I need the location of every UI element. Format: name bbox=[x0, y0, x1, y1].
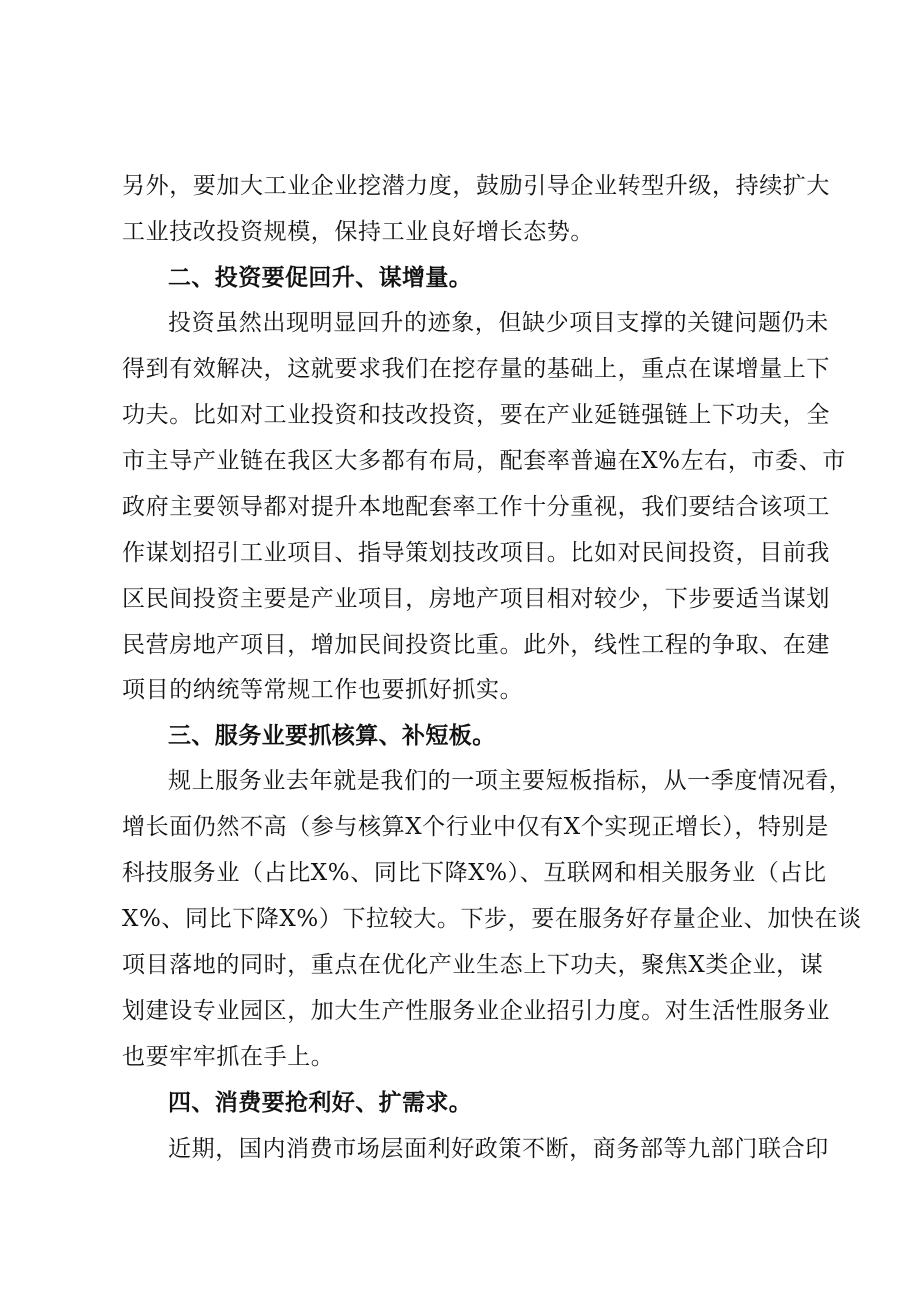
paragraph-line: 划建设专业园区，加大生产性服务业企业招引力度。对生活性服务业 bbox=[122, 998, 830, 1024]
paragraph-line: 政府主要领导都对提升本地配套率工作十分重视，我们要结合该项工 bbox=[122, 494, 830, 520]
paragraph-line: 市主导产业链在我区大多都有布局，配套率普遍在X%左右，市委、市 bbox=[122, 448, 846, 474]
paragraph-line: 增长面仍然不高（参与核算X个行业中仅有X个实现正增长），特别是 bbox=[122, 814, 829, 840]
paragraph-line: 作谋划招引工业项目、指导策划技改项目。比如对民间投资，目前我 bbox=[122, 540, 830, 566]
paragraph-line: 另外，要加大工业企业挖潜力度，鼓励引导企业转型升级，持续扩大 bbox=[122, 173, 830, 199]
section-heading: 四、消费要抢利好、扩需求。 bbox=[168, 1090, 473, 1116]
section-heading: 二、投资要促回升、谋增量。 bbox=[168, 265, 473, 291]
paragraph-line: 工业技改投资规模，保持工业良好增长态势。 bbox=[122, 219, 594, 245]
paragraph-line: 项目的纳统等常规工作也要抓好抓实。 bbox=[122, 677, 524, 703]
paragraph-line: 也要牢牢抓在手上。 bbox=[122, 1044, 335, 1070]
paragraph-line: X%、同比下降X%）下拉较大。下步，要在服务好存量企业、加快在谈 bbox=[122, 906, 862, 932]
paragraph-line: 民营房地产项目，增加民间投资比重。此外，线性工程的争取、在建 bbox=[122, 632, 830, 658]
paragraph-line: 投资虽然出现明显回升的迹象，但缺少项目支撑的关键问题仍未 bbox=[168, 310, 829, 336]
paragraph-line: 规上服务业去年就是我们的一项主要短板指标，从一季度情况看， bbox=[168, 768, 853, 794]
paragraph-line: 区民间投资主要是产业项目，房地产项目相对较少，下步要适当谋划 bbox=[122, 586, 830, 612]
paragraph-line: 功夫。比如对工业投资和技改投资，要在产业延链强链上下功夫，全 bbox=[122, 402, 830, 428]
paragraph-line: 得到有效解决，这就要求我们在挖存量的基础上，重点在谋增量上下 bbox=[122, 356, 830, 382]
paragraph-line: 项目落地的同时，重点在优化产业生态上下功夫，聚焦X类企业，谋 bbox=[122, 952, 824, 978]
paragraph-line: 科技服务业（占比X%、同比下降X%）、互联网和相关服务业（占比 bbox=[122, 860, 827, 886]
paragraph-line: 近期，国内消费市场层面利好政策不断，商务部等九部门联合印 bbox=[168, 1136, 829, 1162]
section-heading: 三、服务业要抓核算、补短板。 bbox=[168, 723, 496, 749]
